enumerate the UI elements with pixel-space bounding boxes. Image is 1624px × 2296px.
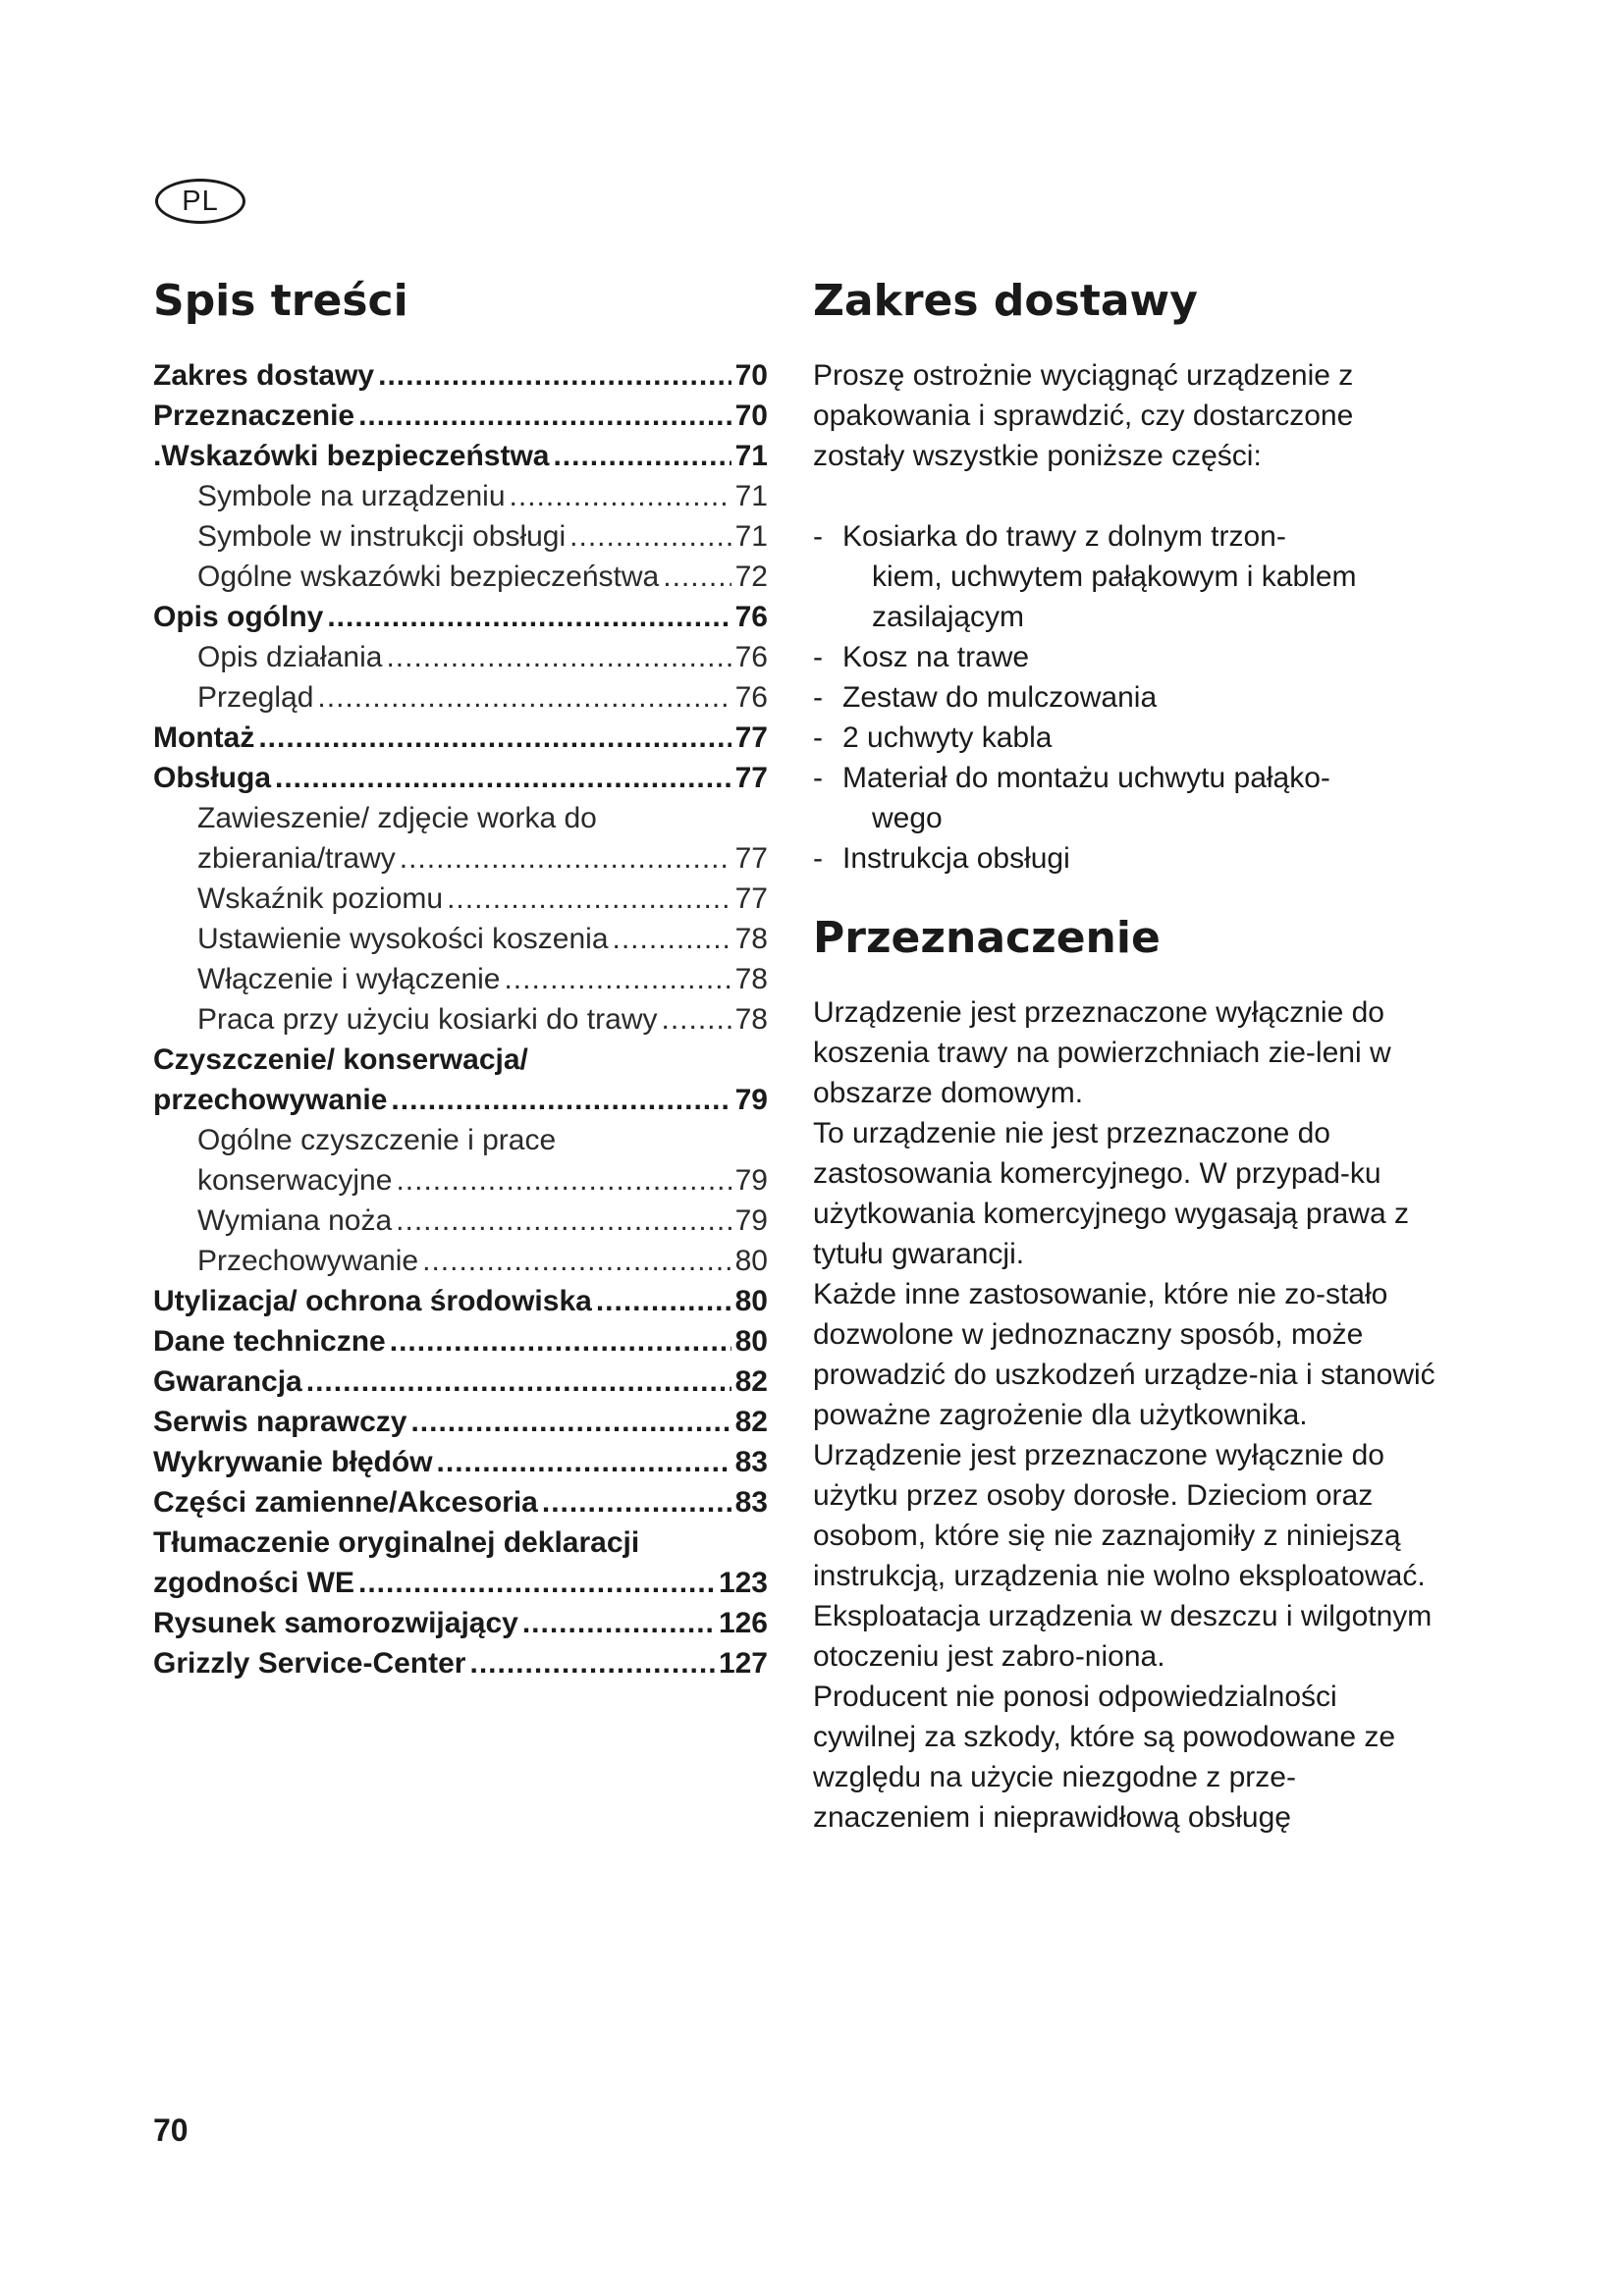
scope-item <box>813 516 1441 637</box>
toc-leader-dots <box>386 637 731 677</box>
toc-entry-page: 78 <box>734 923 768 955</box>
toc-entry-page: 79 <box>734 1164 768 1197</box>
toc-entry-title: Wskaźnik poziomu <box>197 882 444 915</box>
toc-leader-dots <box>410 1402 731 1442</box>
toc-entry-page: 80 <box>734 1245 768 1277</box>
toc-entry-title: zbierania/trawy <box>197 842 396 875</box>
toc-entry-title: Przechowywanie <box>197 1245 419 1277</box>
toc-entry-page: 76 <box>734 641 768 673</box>
toc-entry-title: Utylizacja/ ochrona środowiska <box>153 1285 592 1317</box>
dash-bullet: - <box>813 681 823 714</box>
toc-entry-page: 71 <box>734 480 768 512</box>
scope-item-text: Zestaw do mulczowania <box>842 681 1158 714</box>
toc-entry[interactable] <box>153 516 768 557</box>
toc-entry[interactable] <box>153 1160 768 1201</box>
toc-entry-page: 76 <box>734 601 768 633</box>
scope-item-text: Kosiarka do trawy z dolnym trzon- <box>842 520 1286 553</box>
toc-entry[interactable] <box>153 396 768 436</box>
toc-entry[interactable] <box>153 758 768 798</box>
toc-entry-line: Zawieszenie/ zdjęcie worka do <box>197 802 597 834</box>
scope-item <box>813 637 1441 677</box>
toc-leader-dots <box>613 919 731 959</box>
scope-item-text: 2 uchwyty kabla <box>842 721 1053 754</box>
toc-entry-page: 82 <box>734 1365 768 1398</box>
toc-entry-line: Ogólne czyszczenie i prace <box>197 1124 557 1156</box>
toc-entry-page: 76 <box>734 681 768 714</box>
toc-entry-page: 79 <box>734 1084 768 1116</box>
scope-item-text: Kosz na trawe <box>842 641 1030 673</box>
toc-entry[interactable] <box>153 355 768 396</box>
purpose-paragraph: Każde inne zastosowanie, które nie zo-stało dozwolone w jednoznaczny sposób, może prowadzić do uszkodzeń urządze-nia i stanowić poważne zagrożenie dla użytkownika. <box>813 1278 1435 1431</box>
toc-entry[interactable] <box>153 1201 768 1241</box>
toc-entry[interactable] <box>153 1643 768 1683</box>
toc-entry-title: Rysunek samorozwijający <box>153 1607 518 1639</box>
toc-leader-dots <box>596 1281 731 1321</box>
toc-leader-dots <box>258 718 731 758</box>
toc-entry-title: Gwarancja <box>153 1365 302 1398</box>
purpose-paragraph: To urządzenie nie jest przeznaczone do zastosowania komercyjnego. W przypad-ku użytkowania komercyjnego wygasają prawa z tytułu gwarancji. <box>813 1117 1409 1270</box>
toc-entry-title: zgodności WE <box>153 1567 354 1599</box>
toc-entry[interactable] <box>153 1362 768 1402</box>
purpose-heading: Przeznaczenie <box>813 913 1161 963</box>
toc-entry-title: Serwis naprawczy <box>153 1406 407 1438</box>
toc-entry-title: Ogólne wskazówki bezpieczeństwa <box>197 561 660 593</box>
toc-leader-dots <box>358 396 731 436</box>
scope-item-continuation: kiem, uchwytem pałąkowym i kablem <box>872 561 1357 593</box>
toc-leader-dots <box>662 999 731 1040</box>
dash-bullet: - <box>813 721 823 754</box>
toc-leader-dots <box>510 476 731 516</box>
toc-entry-title: Ustawienie wysokości koszenia <box>197 923 609 955</box>
toc-entry-title: konserwacyjne <box>197 1164 393 1197</box>
toc-entry-line: Czyszczenie/ konserwacja/ <box>153 1043 528 1076</box>
scope-item-text: Materiał do montażu uchwytu pałąko- <box>842 762 1330 794</box>
toc-entry-title: Praca przy użyciu kosiarki do trawy <box>197 1003 658 1036</box>
dash-bullet: - <box>813 842 823 875</box>
toc-entry-page: 77 <box>734 762 768 794</box>
toc-entry-page: 78 <box>734 1003 768 1036</box>
toc-entry-title: Wymiana noża <box>197 1204 393 1237</box>
toc-entry[interactable] <box>153 1442 768 1482</box>
toc-entry-line: Tłumaczenie oryginalnej deklaracji <box>153 1526 640 1559</box>
toc-entry-title: Obsługa <box>153 762 272 794</box>
toc-entry-page: 123 <box>718 1567 768 1599</box>
toc-leader-dots <box>327 597 731 637</box>
toc-entry[interactable] <box>153 999 768 1040</box>
toc-leader-dots <box>522 1603 715 1643</box>
toc-entry[interactable] <box>153 597 768 637</box>
toc-leader-dots <box>317 677 731 718</box>
toc-leader-dots <box>400 838 731 879</box>
toc-leader-dots <box>437 1442 731 1482</box>
dash-bullet: - <box>813 641 823 673</box>
toc-entry[interactable] <box>153 1402 768 1442</box>
purpose-body <box>813 992 1441 1838</box>
toc-entry[interactable] <box>153 1080 768 1120</box>
scope-item <box>813 838 1441 879</box>
scope-item-text: Instrukcja obsługi <box>842 842 1070 875</box>
toc-entry-title: Przeznaczenie <box>153 400 355 432</box>
toc-leader-dots <box>391 1080 731 1120</box>
toc-entry-title: Opis działania <box>197 641 383 673</box>
toc-entry[interactable] <box>153 1482 768 1522</box>
toc-leader-dots <box>275 758 731 798</box>
toc-leader-dots <box>447 879 731 919</box>
scope-item <box>813 758 1441 838</box>
toc-entry[interactable] <box>153 1281 768 1321</box>
toc-leader-dots <box>553 436 731 476</box>
toc-entry-page: 77 <box>734 842 768 875</box>
purpose-paragraph: Producent nie ponosi odpowiedzialności cywilnej za szkody, które są powodowane ze względu na użycie niezgodne z prze-znaczeniem i nieprawidłową obsługę <box>813 1681 1396 1834</box>
dash-bullet: - <box>813 520 823 553</box>
toc-entry-page: 79 <box>734 1204 768 1237</box>
scope-list <box>813 516 1441 879</box>
toc-leader-dots <box>396 1160 731 1201</box>
toc-entry-title: .Wskazówki bezpieczeństwa <box>153 440 550 472</box>
toc-entry-title: Montaż <box>153 721 255 754</box>
toc-leader-dots <box>358 1563 715 1603</box>
toc-heading: Spis treści <box>153 276 408 326</box>
purpose-paragraph: Urządzenie jest przeznaczone wyłącznie do koszenia trawy na powierzchniach zie-leni w obszarze domowym. <box>813 996 1391 1109</box>
toc-entry-page: 71 <box>734 440 768 472</box>
toc-entry[interactable] <box>153 919 768 959</box>
toc-entry-title: Dane techniczne <box>153 1325 386 1358</box>
toc-entry-title: Wykrywanie błędów <box>153 1446 433 1478</box>
page-number: 70 <box>153 2112 189 2148</box>
dash-bullet: - <box>813 762 823 794</box>
toc-leader-dots <box>569 516 731 557</box>
toc-list <box>153 355 768 1683</box>
toc-entry-title: Zakres dostawy <box>153 359 375 392</box>
toc-entry-page: 82 <box>734 1406 768 1438</box>
toc-leader-dots <box>663 557 731 597</box>
language-badge: PL <box>155 179 245 224</box>
toc-entry-page: 70 <box>734 359 768 392</box>
toc-entry[interactable] <box>153 1321 768 1362</box>
toc-leader-dots <box>396 1201 731 1241</box>
toc-entry[interactable] <box>153 879 768 919</box>
toc-entry-page: 80 <box>734 1285 768 1317</box>
toc-entry-title: Grizzly Service-Center <box>153 1647 466 1680</box>
toc-entry-page: 71 <box>734 520 768 553</box>
toc-entry[interactable] <box>153 677 768 718</box>
toc-entry-page: 72 <box>734 561 768 593</box>
toc-entry[interactable] <box>153 637 768 677</box>
right-column <box>813 267 1441 1838</box>
toc-entry[interactable] <box>153 436 768 476</box>
toc-leader-dots <box>422 1241 731 1281</box>
toc-entry[interactable] <box>153 1241 768 1281</box>
toc-entry-page: 77 <box>734 882 768 915</box>
toc-leader-dots <box>542 1482 731 1522</box>
toc-leader-dots <box>390 1321 731 1362</box>
toc-entry-page: 77 <box>734 721 768 754</box>
toc-entry-page: 70 <box>734 400 768 432</box>
toc-entry-title: Włączenie i wyłączenie <box>197 963 501 995</box>
purpose-paragraph: Urządzenie jest przeznaczone wyłącznie do użytku przez osoby dorosłe. Dzieciom oraz osobom, które się nie zaznajomiły z niniejszą instrukcją, urządzenia nie wolno eksploatować. Eksploatacja urządzenia w deszczu i wilgotnym otoczeniu jest zabro-niona. <box>813 1439 1433 1673</box>
toc-entry-page: 127 <box>718 1647 768 1680</box>
scope-intro: Proszę ostrożnie wyciągnąć urządzenie z opakowania i sprawdzić, czy dostarczone zostały wszystkie poniższe części: <box>813 359 1354 472</box>
scope-item <box>813 718 1441 758</box>
toc-leader-dots <box>306 1362 731 1402</box>
toc-entry[interactable] <box>153 557 768 597</box>
scope-item-continuation: wego <box>872 802 943 834</box>
toc-leader-dots <box>504 959 731 999</box>
toc-entry[interactable] <box>153 838 768 879</box>
toc-entry[interactable] <box>153 959 768 999</box>
toc-entry-page: 83 <box>734 1486 768 1519</box>
table-of-contents <box>153 267 768 1683</box>
toc-entry-page: 80 <box>734 1325 768 1358</box>
toc-entry-title: Opis ogólny <box>153 601 324 633</box>
toc-entry[interactable] <box>153 1563 768 1603</box>
toc-leader-dots <box>378 355 731 396</box>
toc-entry-page: 83 <box>734 1446 768 1478</box>
toc-entry-title: przechowywanie <box>153 1084 388 1116</box>
scope-item-continuation: zasilającym <box>872 601 1025 633</box>
toc-entry-title: Przegląd <box>197 681 314 714</box>
toc-entry[interactable] <box>153 718 768 758</box>
toc-leader-dots <box>469 1643 714 1683</box>
toc-entry-title: Symbole na urządzeniu <box>197 480 506 512</box>
scope-heading: Zakres dostawy <box>813 276 1198 326</box>
toc-entry-title: Symbole w instrukcji obsługi <box>197 520 567 553</box>
scope-item <box>813 677 1441 718</box>
toc-entry-page: 78 <box>734 963 768 995</box>
toc-entry-page: 126 <box>718 1607 768 1639</box>
toc-entry-title: Części zamienne/Akcesoria <box>153 1486 538 1519</box>
toc-entry[interactable] <box>153 1603 768 1643</box>
toc-entry[interactable] <box>153 476 768 516</box>
